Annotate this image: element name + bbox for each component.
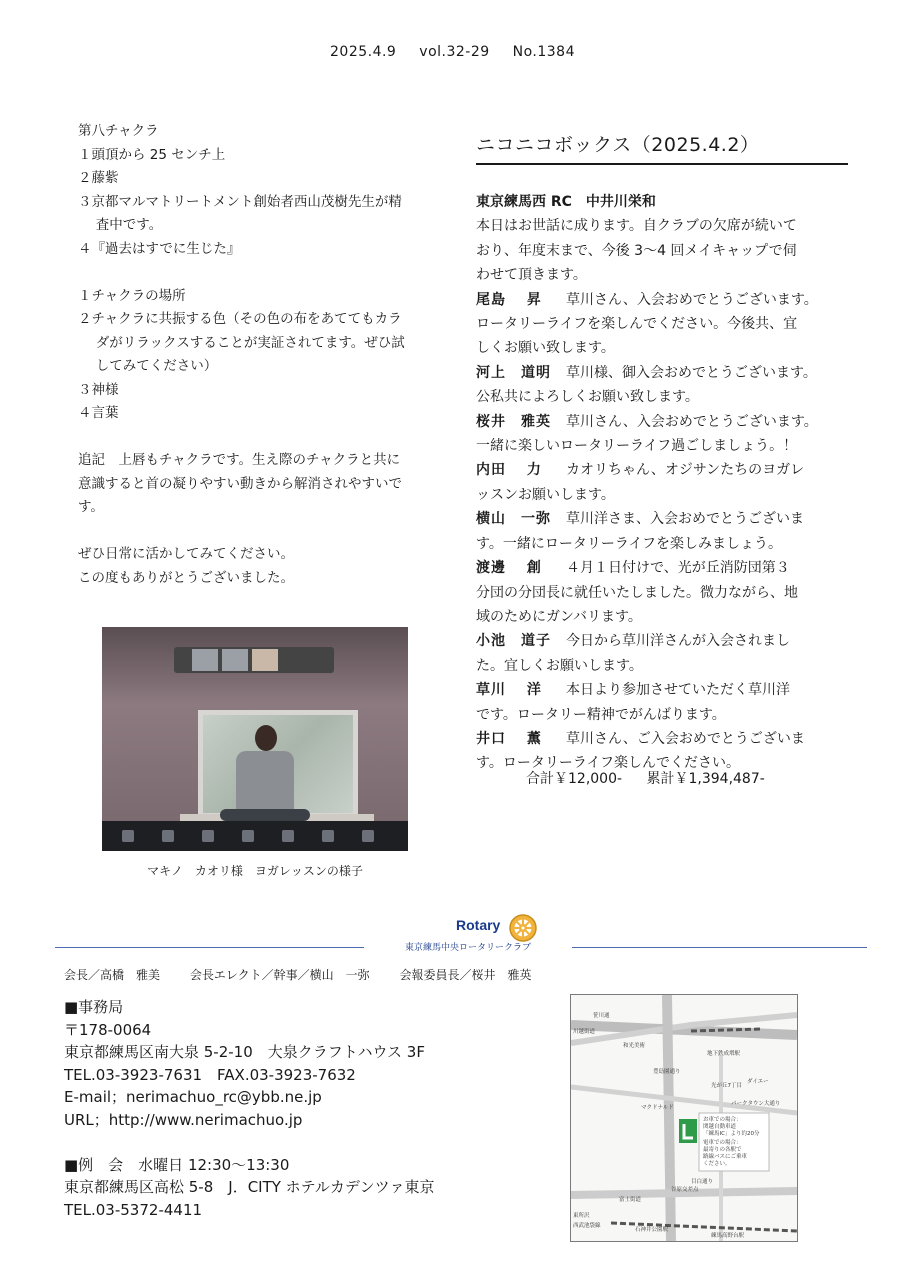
access-map (570, 994, 798, 1242)
map-label: 和光美術 (623, 1043, 646, 1049)
office-email: E-mail；nerimachuo_rc@ybb.ne.jp (64, 1088, 322, 1106)
member-name: 尾島 昇 (476, 291, 542, 308)
meeting-address: 東京都練馬区高松 5-8 J．CITY ホテルカデンツァ東京 (64, 1178, 435, 1196)
message-line: た。宜しくお願いします。 (476, 657, 643, 674)
cumulative-amount: 累計￥1,394,487- (646, 771, 765, 787)
message-line: ロータリーライフを楽しんでください。今後共、宜 (476, 316, 798, 333)
article-line: ２藤紫 (78, 170, 119, 186)
photo-caption: マキノ カオリ様 ヨガレッスンの様子 (147, 864, 363, 878)
office-url: URL；http://www.nerimachuo.jp (64, 1110, 303, 1129)
nikoniko-box-entries (476, 190, 856, 776)
issue-number: No.1384 (512, 44, 575, 60)
office-heading: ■事務局 (64, 998, 124, 1016)
map-label: マクドナルド (641, 1105, 674, 1111)
message-line: 草川様、御入会おめでとうございます。 (566, 364, 817, 381)
map-label: お車での場合： (703, 1117, 742, 1123)
member-name: 草川 洋 (476, 682, 542, 699)
member-name: 河上 道明 (476, 364, 551, 381)
map-label: ダイエー (747, 1079, 769, 1085)
message-line: 今日から草川洋さんが入会されまし (566, 633, 790, 650)
officer-elect-secretary: 会長エレクト／幹事／横山 一弥 (189, 968, 370, 982)
map-label: パークタウン大通り (731, 1101, 781, 1107)
map-label: 関越自動車道 (703, 1124, 737, 1130)
message-line: ４月１日付けで、光が丘消防団第３ (566, 560, 790, 577)
article-line: ３神様 (78, 381, 119, 398)
guest-name: 東京練馬西 RC 中井川栄和 (476, 194, 656, 210)
message-line: す。一緒にロータリーライフを楽しみましょう。 (476, 535, 783, 552)
officer-bulletin-chair: 会報委員長／桜井 雅英 (399, 968, 532, 982)
map-label: 石神井公園駅 (635, 1227, 669, 1233)
map-label: 富士街道 (619, 1197, 642, 1203)
map-label: 光が丘7丁目 (711, 1083, 742, 1089)
officer-president: 会長／高橋 雅美 (64, 968, 161, 982)
map-label: 笹川通 (593, 1013, 610, 1019)
article-line: してみてください） (78, 358, 218, 374)
message-line: 草川さん、入会おめでとうございます。 (566, 291, 818, 308)
box-totals (476, 768, 856, 788)
message-line: す。ロータリーライフ楽しんでください。 (476, 755, 741, 772)
message-line: カオリちゃん、オジサンたちのヨガレ (566, 462, 805, 479)
article-line: ダがリラックスすることが実証されてます。ぜひ試 (78, 334, 405, 351)
article-line: ３京都マルマトリートメント創始者西山茂樹先生が精 (78, 193, 402, 210)
map-label: 目白通り (691, 1179, 714, 1185)
article-line: 第八チャクラ (78, 123, 159, 139)
map-label: 地下鉄成増駅 (707, 1051, 741, 1057)
rotary-wheel-icon (508, 913, 538, 943)
meeting-heading: ■例 会 水曜日 12:30～13:30 (64, 1155, 290, 1174)
map-label: 「練馬IC」より約20分 (703, 1131, 760, 1137)
map-label: 川越街道 (573, 1029, 596, 1035)
meeting-phone: TEL.03-5372-4411 (64, 1200, 203, 1219)
total-amount: 合計￥12,000- (526, 771, 623, 787)
article-line: 意識すると首の凝りやすい動きから解消されやすいで (78, 475, 402, 492)
guest-text-line: おり、年度末まで、今後 3～4 回メイキャップで伺 (476, 242, 797, 259)
guest-text-line: わせて頂きます。 (476, 267, 587, 284)
map-label: 電車での場合： (703, 1140, 742, 1146)
club-officers (64, 966, 557, 983)
guest-text-line: 本日はお世話に成ります。自クラブの欠席が続いて (476, 218, 797, 235)
nikoniko-box-title: ニコニコボックス（2025.4.2） (476, 130, 848, 165)
map-label: 東所沢 (573, 1213, 590, 1219)
message-line: 草川さん、ご入会おめでとうございま (566, 730, 805, 747)
article-line: ４『過去はすでに生じた』 (78, 240, 241, 257)
office-postal: 〒178-0064 (64, 1020, 152, 1039)
article-line: 追記 上唇もチャクラです。生え際のチャクラと共に (78, 452, 401, 468)
message-line: です。ロータリー精神でがんばります。 (476, 706, 726, 723)
article-line: す。 (78, 499, 104, 515)
yoga-lesson-photo (102, 627, 408, 851)
club-name: 東京練馬中央ロータリークラブ (364, 940, 572, 953)
message-line: 一緒に楽しいロータリーライフ過ごしましょう。！ (476, 438, 798, 455)
issue-volume: vol.32-29 (419, 44, 490, 60)
map-label: 練馬高野台駅 (711, 1233, 745, 1239)
article-line: １チャクラの場所 (78, 287, 186, 304)
chakra-article (78, 120, 458, 590)
message-line: 公私共によろしくお願い致します。 (476, 389, 699, 406)
map-label: 豊島園通り (653, 1069, 681, 1075)
message-line: 域のためにガンバリます。 (476, 608, 642, 625)
member-name: 内田 力 (476, 462, 542, 479)
article-line: １頭頂から 25 センチ上 (78, 146, 226, 163)
map-label: ください。 (703, 1161, 731, 1167)
member-name: 小池 道子 (476, 633, 551, 650)
member-name: 桜井 雅英 (476, 413, 551, 430)
message-line: ッスンお願いします。 (476, 486, 615, 503)
article-line: ２チャクラに共振する色（その色の布をあててもカラ (78, 311, 402, 327)
member-name: 横山 一弥 (476, 511, 551, 528)
map-label: 路線バスにご乗車 (703, 1154, 748, 1160)
message-line: 草川さん、入会おめでとうございます。 (566, 413, 818, 430)
office-address: 東京都練馬区南大泉 5-2-10 大泉クラフトハウス 3F (64, 1043, 425, 1061)
map-label: 最寄りの各駅で (703, 1147, 742, 1153)
map-label: 谷原交差点 (671, 1187, 699, 1193)
map-label: 西武池袋線 (573, 1223, 601, 1229)
office-info (64, 996, 434, 1221)
access-map-drawing (571, 995, 797, 1241)
article-line: ４言葉 (78, 405, 119, 421)
article-line: 査中です。 (78, 217, 163, 233)
rotary-wordmark: Rotary (456, 917, 501, 933)
message-line: 分団の分団長に就任いたしました。微力ながら、地 (476, 584, 798, 601)
member-name: 井口 薫 (476, 730, 542, 747)
article-line: ぜひ日常に活かしてみてください。 (78, 546, 294, 562)
office-phone-fax: TEL.03-3923-7631 FAX.03-3923-7632 (64, 1065, 356, 1084)
issue-date: 2025.4.9 (330, 44, 397, 60)
member-name: 渡邊 創 (476, 560, 542, 577)
message-line: しくお願い致します。 (476, 340, 615, 357)
article-line: この度もありがとうございました。 (78, 569, 294, 586)
message-line: 草川洋さま、入会おめでとうございま (566, 511, 804, 528)
message-line: 本日より参加させていただく草川洋 (566, 682, 790, 699)
newsletter-header (0, 44, 905, 60)
